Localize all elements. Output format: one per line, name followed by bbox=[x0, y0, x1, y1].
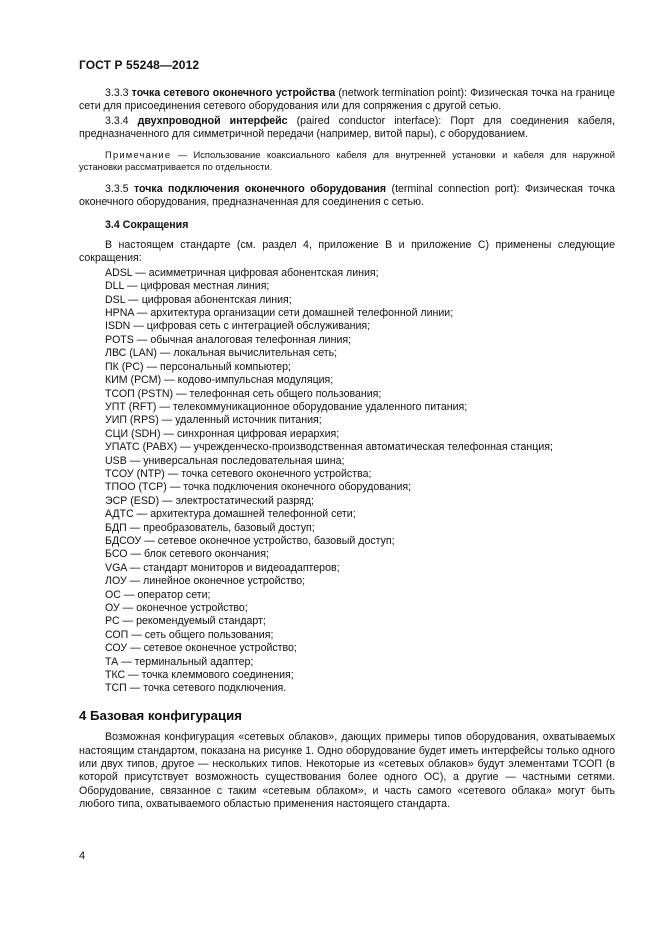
abbreviation-item: ТА — терминальный адаптер; bbox=[105, 655, 254, 668]
definition-number: 3.3.4 bbox=[105, 114, 129, 127]
abbreviations-list bbox=[79, 267, 615, 696]
abbreviation-item: УПАТС (PABX) — учрежденческо-производственная автоматическая телефонная станция; bbox=[105, 441, 553, 454]
definition-term: точка подключения оконечного оборудования bbox=[133, 182, 387, 195]
note-text: — Использование коаксиального кабеля для внутренней установки и кабеля для наружной установки рассматривается по отдельности. bbox=[79, 148, 615, 173]
definition-number: 3.3.5 bbox=[105, 182, 129, 195]
definition-3-3-3 bbox=[79, 87, 615, 114]
abbreviation-item: БДСОУ — сетевое оконечное устройство, базовый доступ; bbox=[105, 534, 395, 547]
abbreviation-item: КИМ (PCM) — кодово-импульсная модуляция; bbox=[105, 374, 334, 387]
abbreviation-item: ЛОУ — линейное оконечное устройство; bbox=[105, 575, 306, 588]
abbreviation-item: СЦИ (SDH) — синхронная цифровая иерархия; bbox=[105, 427, 340, 440]
abbreviation-item: DLL — цифровая местная линия; bbox=[105, 280, 270, 293]
note-paragraph bbox=[79, 149, 615, 174]
definition-text: (terminal connection port): Физическая точка оконечного оборудования, предназначенная для соединения с сетью. bbox=[79, 182, 615, 209]
abbreviation-item: БСО — блок сетевого окончания; bbox=[105, 548, 269, 561]
abbreviation-item: ОС — оператор сети; bbox=[105, 588, 211, 601]
abbreviation-item: USB — универсальная последовательная шина; bbox=[105, 454, 345, 467]
definition-term: двухпроводной интерфейс bbox=[137, 114, 288, 127]
abbreviation-item: ТСОП (PSTN) — телефонная сеть общего пользования; bbox=[105, 387, 382, 400]
abbreviation-item: ADSL — асимметричная цифровая абонентская линия; bbox=[105, 266, 379, 279]
definition-text: (paired conductor interface): Порт для соединения кабеля, предназначенного для симметричной передачи (например, витой пары), с оборудованием. bbox=[79, 114, 615, 141]
abbreviation-item: СОУ — сетевое оконечное устройство; bbox=[105, 642, 297, 655]
abbreviation-item: POTS — обычная аналоговая телефонная линия; bbox=[105, 333, 352, 346]
page-content bbox=[79, 87, 615, 813]
abbreviations-heading: 3.4 Сокращения bbox=[105, 218, 189, 231]
abbreviation-item: ОУ — оконечное устройство; bbox=[105, 602, 248, 614]
definition-number: 3.3.3 bbox=[105, 87, 129, 99]
abbreviation-item: УПТ (RFT) — телекоммуникационное оборудование удаленного питания; bbox=[105, 400, 468, 413]
section-4-paragraph: Возможная конфигурация «сетевых облаков», дающих примеры типов оборудования, охватываемых настоящим стандартом, показана на рисунке 1. Одно оборудование будет иметь интерфейсы только одного или двух типов, другое — нескольких типов. Некоторые из «сетевых облаков» будут элементами ТСОП (в которой присутствует возможность существования более одного ОС), а другие — частными сетями. Оборудование, связанное с таким «сетевым облаком», и часть самого «сетевого облака» могут быть любого типа, охватываемого областью применения настоящего стандарта. bbox=[79, 731, 615, 811]
definition-3-3-5 bbox=[79, 183, 615, 210]
abbreviation-item: ТКС — точка клеммового соединения; bbox=[105, 669, 294, 682]
abbreviation-item: ISDN — цифровая сеть с интеграцией обслуживания; bbox=[105, 320, 371, 333]
abbreviation-item: РС — рекомендуемый стандарт; bbox=[105, 615, 266, 628]
note-label: Примечание bbox=[105, 148, 172, 160]
abbreviation-item: УИП (RPS) — удаленный источник питания; bbox=[105, 414, 322, 427]
abbreviation-item: ЛВС (LAN) — локальная вычислительная сеть; bbox=[105, 347, 338, 360]
abbreviation-item: АДТС — архитектура домашней телефонной сети; bbox=[105, 508, 356, 521]
definition-term: точка сетевого оконечного устройства bbox=[131, 87, 336, 99]
definition-3-3-4 bbox=[79, 115, 615, 142]
abbreviation-item: ТПОО (TCP) — точка подключения оконечного оборудования; bbox=[105, 481, 412, 494]
abbreviation-item: VGA — стандарт мониторов и видеоадаптеров; bbox=[105, 561, 340, 574]
abbreviation-item: ТСОУ (NTP) — точка сетевого оконечного устройства; bbox=[105, 467, 372, 480]
abbreviation-item: HPNA — архитектура организации сети домашней телефонной линии; bbox=[105, 307, 454, 320]
abbreviation-item: ЭСР (ESD) — электростатический разряд; bbox=[105, 494, 314, 507]
abbreviations-intro: В настоящем стандарте (см. раздел 4, приложение В и приложение С) применены следующие сокращения: bbox=[79, 239, 615, 265]
section-4-heading: 4 Базовая конфигурация bbox=[79, 707, 242, 723]
document-header: ГОСТ Р 55248—2012 bbox=[79, 58, 200, 72]
abbreviation-item: ТСП — точка сетевого подключения. bbox=[105, 682, 287, 695]
page-number: 4 bbox=[79, 850, 86, 862]
abbreviation-item: ПК (PC) — персональный компьютер; bbox=[105, 360, 291, 373]
abbreviation-item: БДП — преобразователь, базовый доступ; bbox=[105, 521, 315, 534]
definition-text: (network termination point): Физическая точка на границе сети для присоединения сетевого оборудования или для сопряжения с другой сетью. bbox=[79, 87, 615, 113]
abbreviation-item: СОП — сеть общего пользования; bbox=[105, 628, 274, 641]
abbreviation-item: DSL — цифровая абонентская линия; bbox=[105, 293, 292, 306]
